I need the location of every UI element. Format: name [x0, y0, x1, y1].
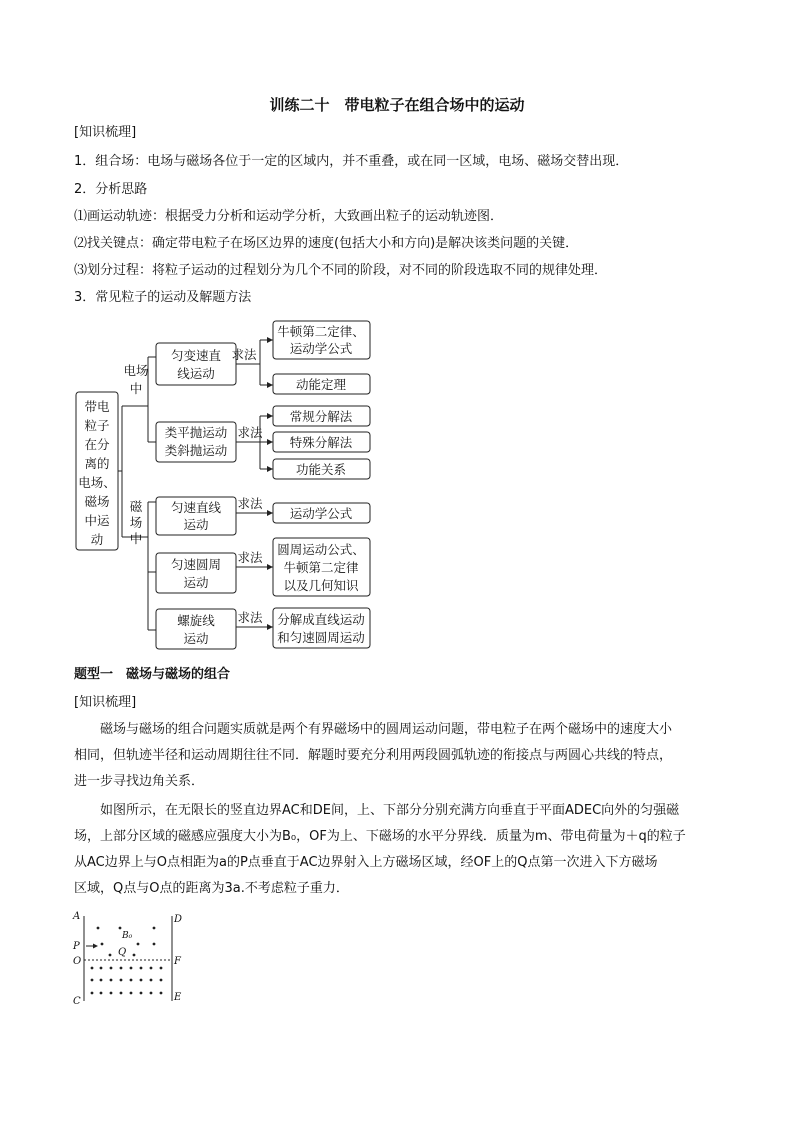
method-label: 求法	[237, 425, 263, 440]
method-label: 求法	[237, 496, 263, 511]
root-line: 在分	[84, 437, 110, 452]
motion-box: 线运动	[177, 366, 215, 381]
point-2-2: ⑵找关键点：确定带电粒子在场区边界的速度(包括大小和方向)是解决该类问题的关键．	[74, 236, 579, 251]
label-A: A	[73, 911, 81, 922]
root-line: 粒子	[84, 418, 110, 433]
example-paragraph: 如图所示，在无限长的竖直边界AC和DE间，上、下部分分别充满方向垂直于平面ADEC向外的匀强磁 场，上部分区域的磁感应强度大小为B₀，OF为上、下磁场的水平分界线．质量为m、带电荷量为＋q的粒子 从AC边界上与O点相距为a的P点垂直于AC边界射入上方磁场区域，经OF上的Q点第一次进入下方磁场 区域，Q点与O点的距离为3a.不考虑粒子重力．	[74, 803, 686, 896]
root-line: 电场、	[78, 475, 116, 490]
label-F: F	[174, 956, 181, 967]
motion-box: 类平抛运动	[164, 425, 228, 440]
method-box: 以及几何知识	[283, 578, 359, 593]
magnetic-label: 中	[129, 531, 143, 546]
method-box: 圆周运动公式、	[277, 542, 365, 557]
label-B0: B₀	[122, 931, 133, 941]
method-box: 牛顿第二定律、	[277, 324, 365, 339]
method-label: 求法	[237, 550, 263, 565]
root-line: 带电	[84, 399, 110, 414]
type1-knowledge-label: [知识梳理]	[74, 695, 137, 710]
motion-box: 匀速圆周	[170, 557, 222, 572]
label-Q: Q	[118, 947, 127, 958]
root-line: 磁场	[84, 494, 110, 509]
root-line: 中运	[84, 513, 110, 528]
motion-box: 螺旋线	[177, 613, 215, 628]
label-O: O	[73, 956, 82, 967]
method-box: 功能关系	[295, 462, 347, 477]
method-box: 运动学公式	[289, 506, 353, 521]
type1-heading: 题型一 磁场与磁场的组合	[74, 667, 231, 682]
label-P: P	[73, 941, 80, 952]
motion-box: 运动	[183, 517, 209, 532]
point-1: 1．组合场：电场与磁场各位于一定的区域内，并不重叠，或在同一区域，电场、磁场交替出现．	[74, 154, 629, 169]
method-box: 牛顿第二定律	[283, 560, 359, 575]
page-title: 训练二十 带电粒子在组合场中的运动	[269, 96, 525, 114]
motion-box: 运动	[183, 575, 209, 590]
motion-box: 匀速直线	[170, 500, 222, 515]
motion-box: 类斜抛运动	[164, 443, 228, 458]
knowledge-label: [知识梳理]	[74, 125, 137, 140]
method-diagram	[70, 315, 380, 655]
magnetic-label: 磁	[129, 499, 143, 514]
method-box: 常规分解法	[289, 409, 353, 424]
method-box: 和匀速圆周运动	[277, 630, 365, 645]
method-label: 求法	[231, 347, 257, 362]
root-line: 离的	[84, 456, 110, 471]
magnetic-field-figure	[68, 908, 188, 1008]
electric-label: 电场	[123, 363, 149, 378]
magnetic-label: 场	[129, 515, 143, 530]
root-line: 动	[90, 532, 104, 547]
method-box: 运动学公式	[289, 341, 353, 356]
motion-box: 运动	[183, 631, 209, 646]
point-2-1: ⑴画运动轨迹：根据受力分析和运动学分析，大致画出粒子的运动轨迹图．	[74, 209, 504, 224]
point-3: 3．常见粒子的运动及解题方法	[74, 290, 252, 305]
label-C: C	[73, 996, 81, 1007]
label-E: E	[174, 992, 182, 1003]
method-box: 分解成直线运动	[277, 612, 365, 627]
point-2: 2．分析思路	[74, 182, 148, 197]
motion-box: 匀变速直	[170, 348, 222, 363]
electric-label: 中	[129, 381, 143, 396]
method-box: 动能定理	[295, 377, 347, 392]
type1-paragraph: 磁场与磁场的组合问题实质就是两个有界磁场中的圆周运动问题，带电粒子在两个磁场中的速度大小 相同，但轨迹半径和运动周期往往不同．解题时要充分利用两段圆弧轨迹的衔接点与两圆心共线的特点， 进一步寻找边角关系．	[74, 722, 673, 789]
method-label: 求法	[237, 610, 263, 625]
method-box: 特殊分解法	[289, 435, 353, 450]
label-D: D	[174, 914, 183, 925]
point-2-3: ⑶划分过程：将粒子运动的过程划分为几个不同的阶段，对不同的阶段选取不同的规律处理．	[74, 263, 608, 278]
